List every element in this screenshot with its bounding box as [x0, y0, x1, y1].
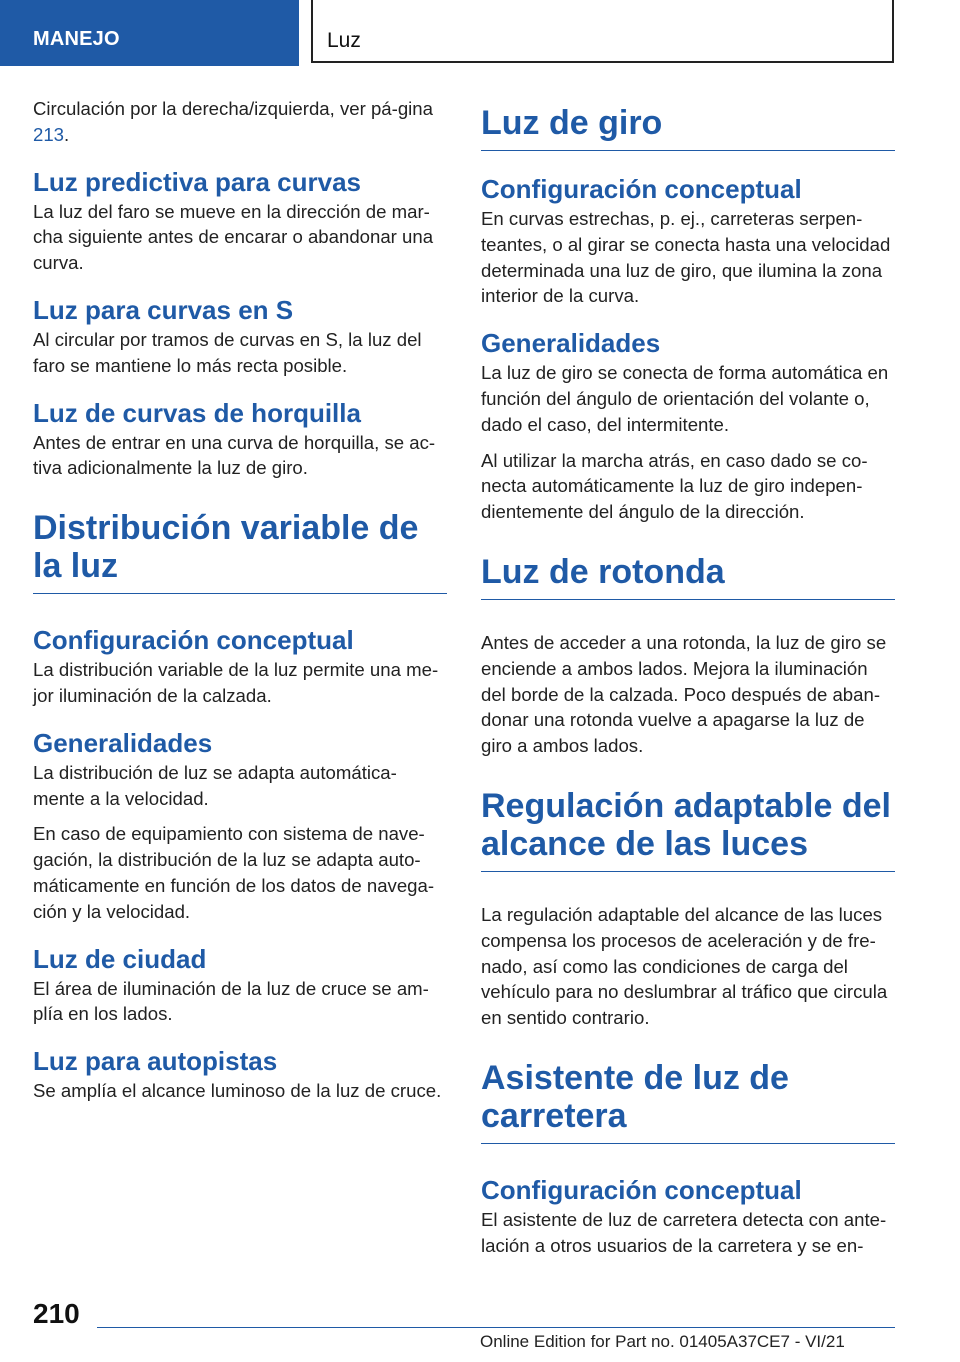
chapter-heading: Distribución variable de la luz — [33, 509, 447, 594]
section-paragraph: La luz del faro se mueve en la dirección de mar-cha siguiente antes de encarar o abandonar una curva. — [33, 200, 434, 274]
section-paragraph: Al utilizar la marcha atrás, en caso dado se co-necta automáticamente la luz de giro indepen-dientemente del ángulo de la dirección. — [481, 449, 868, 523]
section-heading: Configuración conceptual — [33, 625, 354, 656]
section-heading: Generalidades — [33, 727, 213, 758]
section-paragraph: La luz de giro se conecta de forma automática en función del ángulo de orientación del volante o, dado el caso, del intermitente. — [481, 362, 889, 435]
section-heading: Luz para curvas en S — [33, 294, 294, 325]
page-number: 210 — [33, 1298, 80, 1329]
footer-divider — [97, 1327, 895, 1328]
header-chapter-label: Luz — [327, 29, 361, 52]
section-paragraph: Antes de entrar en una curva de horquilla, se ac-tiva adicionalmente la luz de giro. — [33, 431, 436, 479]
header-section-tab — [0, 0, 299, 66]
header-chapter-box — [311, 0, 894, 63]
section-heading: Configuración conceptual — [481, 1174, 802, 1205]
chapter-heading: Luz de rotonda — [481, 553, 895, 600]
header-section-label: MANEJO — [33, 28, 120, 50]
section-heading: Luz de curvas de horquilla — [33, 397, 361, 428]
section-paragraph: La distribución de luz se adapta automática-mente a la velocidad. — [33, 761, 397, 809]
section-heading: Generalidades — [481, 328, 661, 359]
left-column — [33, 96, 447, 1114]
intro-text: Circulación por la derecha/izquierda, ver pá-gina — [33, 98, 433, 119]
intro-end: . — [64, 123, 70, 145]
section-paragraph: Antes de acceder a una rotonda, la luz de giro se enciende a ambos lados. Mejora la iluminación del borde de la calzada. Poco después de aban-donar una rotonda vuelve a apagarse la luz de giro a ambos lados. — [481, 631, 887, 757]
section-paragraph: El asistente de luz de carretera detecta con ante-lación a otros usuarios de la carretera y se en- — [481, 1208, 887, 1256]
section-paragraph: En caso de equipamiento con sistema de nave-gación, la distribución de la luz se adapta auto-máticamente en función de los datos de navega-ción y la velocidad. — [33, 823, 435, 922]
section-paragraph: El área de iluminación de la luz de cruce se am-plía en los lados. — [33, 977, 429, 1025]
section-paragraph: La distribución variable de la luz permite una me-jor iluminación de la calzada. — [33, 659, 439, 706]
section-heading: Configuración conceptual — [481, 174, 802, 204]
section-paragraph: Al circular por tramos de curvas en S, la luz del faro se mantiene lo más recta posible. — [33, 328, 422, 376]
page-link[interactable]: 213 — [33, 123, 65, 145]
section-paragraph: Se amplía el alcance luminoso de la luz de cruce. — [33, 1080, 442, 1102]
chapter-heading: Luz de giro — [481, 104, 895, 151]
right-column — [481, 104, 895, 1269]
section-paragraph: La regulación adaptable del alcance de las luces compensa los procesos de aceleración y de fre-nado, así como las condiciones de carga del vehículo para no deslumbrar al tráfico que circula en sentido contrario. — [481, 903, 888, 1029]
intro-paragraph — [33, 96, 447, 148]
section-heading: Luz predictiva para curvas — [33, 166, 362, 197]
section-heading: Luz de ciudad — [33, 943, 207, 974]
chapter-heading: Regulación adaptable del alcance de las luces — [481, 787, 895, 872]
section-heading: Luz para autopistas — [33, 1046, 278, 1077]
chapter-heading: Asistente de luz de carretera — [481, 1059, 895, 1144]
section-paragraph: En curvas estrechas, p. ej., carreteras serpen-teantes, o al girar se conecta hasta una velocidad determinada una luz de giro, que ilumina la zona interior de la curva. — [481, 208, 891, 307]
footer-edition: Online Edition for Part no. 01405A37CE7 - VI/21 — [480, 1332, 845, 1351]
